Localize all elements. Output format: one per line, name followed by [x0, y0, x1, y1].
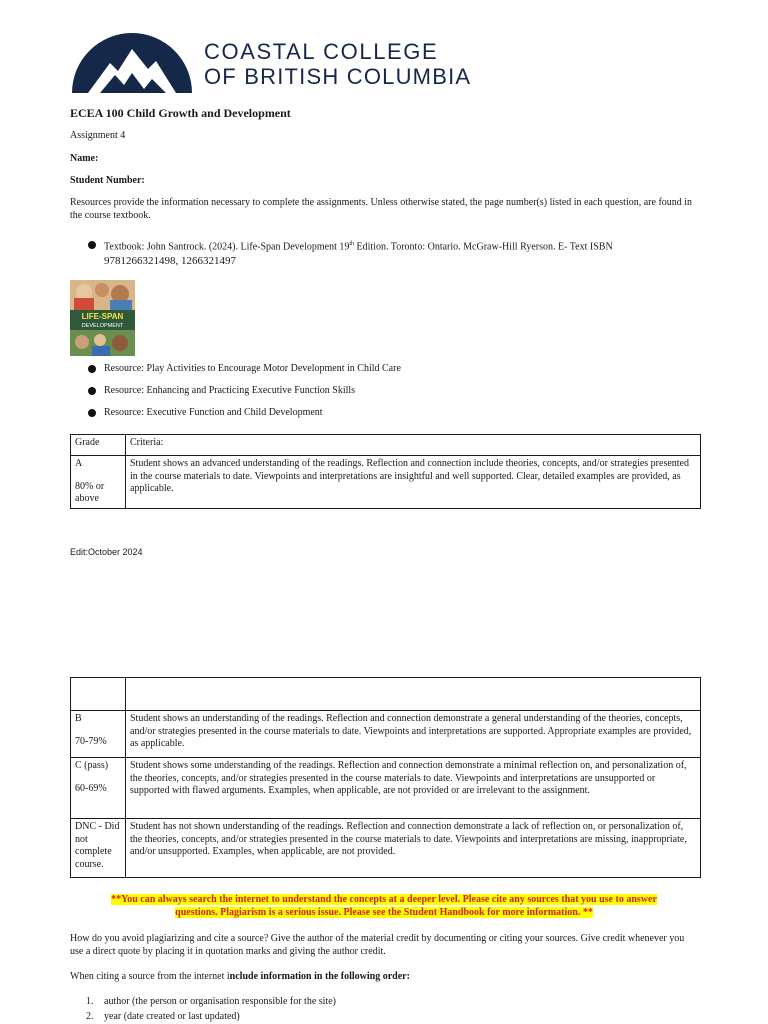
name-label: Name:: [70, 153, 99, 164]
college-logo: [70, 29, 472, 95]
table-row: [71, 711, 701, 758]
notice-line-2: questions. Plagiarism is a serious issue. Please see the Student Handbook for more information. **: [175, 907, 593, 918]
grade-letter: C (pass): [75, 760, 109, 771]
grade-range: 60-69%: [75, 782, 107, 794]
resource-link[interactable]: Resource: Executive Function and Child Development: [104, 407, 323, 418]
textbook-citation: [104, 238, 613, 253]
intro-paragraph: Resources provide the information necessary to complete the assignments. Unless otherwise stated, the page number(s) listed in each question, are found in the course textbook.: [70, 197, 693, 221]
course-title: ECEA 100 Child Growth and Development: [70, 106, 291, 120]
table-row: [71, 819, 701, 878]
grade-range: 80% or above: [75, 480, 105, 504]
mountain-logo-icon: [70, 29, 194, 95]
textbook-superscript: th: [349, 241, 355, 247]
book-cover-art: [70, 280, 135, 356]
citing-intro: [70, 970, 410, 983]
cite-order-item: author (the person or organisation responsible for the site): [104, 996, 336, 1007]
book-cover-image: [70, 280, 135, 356]
resource-link[interactable]: Resource: Play Activities to Encourage Motor Development in Child Care: [104, 363, 401, 374]
notice-line-1: **You can always search the internet to understand the concepts at a deeper level. Please cite any sources that you use to answer: [111, 894, 657, 905]
grade-cell: [71, 758, 126, 819]
grade-rubric-table-1: [70, 434, 701, 509]
list-number: 1.: [86, 996, 94, 1007]
resource-link[interactable]: Resource: Enhancing and Practicing Executive Function Skills: [104, 385, 356, 396]
grade-cell: [71, 711, 126, 758]
criteria-cell: Student shows an understanding of the readings. Reflection and connection demonstrate a general understanding of the theories, concepts, and/or strategies presented in the course materials to date. Viewpoints and interpretations are supported. Appropriate examples are provided, as applicable.: [126, 711, 701, 758]
cite-order-item: year (date created or last updated): [104, 1011, 240, 1022]
book-cover-title-2: DEVELOPMENT: [81, 323, 124, 329]
citing-intro-plain: When citing a source from the internet i: [70, 971, 230, 982]
assignment-label: Assignment 4: [70, 130, 126, 141]
citation-order-list: [86, 994, 336, 1024]
bullet-icon: [88, 241, 96, 249]
textbook-text-part-2: Edition. Toronto: Ontario. McGraw-Hill Ryerson. E- Text ISBN: [354, 241, 613, 253]
grade-cell: DNC - Did not complete course.: [71, 819, 126, 878]
plagiarism-notice: [70, 893, 698, 919]
textbook-text-part: Textbook: John Santrock. (2024). Life-Span Development 19: [104, 241, 350, 253]
header-criteria: Criteria:: [126, 435, 701, 456]
list-item: [86, 1009, 336, 1024]
bullet-icon: [88, 365, 96, 373]
grade-cell: [71, 456, 126, 509]
student-number-label: Student Number:: [70, 175, 145, 186]
textbook-isbn: 9781266321498, 1266321497: [104, 255, 236, 267]
grade-rubric-table-2: [70, 677, 701, 878]
grade-letter: B: [75, 713, 82, 724]
empty-cell: [71, 678, 126, 711]
criteria-cell: Student has not shown understanding of the readings. Reflection and connection demonstrate a lack of reflection on, or personalization of, the theories, concepts, and/or strategies presented in the course materials to date. Viewpoints and interpretations are missing, inappropriate, and/or unsupported. Examples, when applicable, are not provided.: [126, 819, 701, 878]
logo-text-line1: COASTAL COLLEGE: [204, 39, 439, 64]
criteria-cell: Student shows some understanding of the readings. Reflection and connection demonstrate a minimal reflection on, and personalization of, the theories, concepts, and/or strategies presented in the course materials to date. Viewpoints and interpretations are unsupported or supported with flawed arguments. Examples, when applicable, are not provided or are irrelevant to the assignment.: [126, 758, 701, 819]
logo-text-line2: OF BRITISH COLUMBIA: [204, 64, 472, 89]
list-number: 2.: [86, 1011, 94, 1022]
book-cover-title-1: LIFE-SPAN: [81, 312, 124, 321]
bullet-icon: [88, 387, 96, 395]
list-item: [86, 994, 336, 1009]
table-header-row: [71, 435, 701, 456]
table-row: [71, 456, 701, 509]
table-row: [71, 758, 701, 819]
empty-cell: [126, 678, 701, 711]
citing-intro-bold: nclude information in the following order:: [229, 971, 410, 982]
criteria-cell: Student shows an advanced understanding of the readings. Reflection and connection include theories, concepts, and/or strategies presented in the course materials to date. Viewpoints and interpretations are insightful and well supported. Clear, detailed examples are provided, as applicable.: [126, 456, 701, 509]
bullet-icon: [88, 409, 96, 417]
table-empty-row: [71, 678, 701, 711]
grade-range: 70-79%: [75, 735, 107, 747]
grade-letter: A: [75, 458, 83, 469]
header-grade: Grade: [71, 435, 126, 456]
edit-note: Edit:October 2024: [70, 547, 143, 557]
plagiarism-paragraph: How do you avoid plagiarizing and cite a source? Give the author of the material credit by documenting or citing your sources. Give credit whenever you use a direct quote by placing it in quotation marks and giving the author credit.: [70, 933, 685, 957]
